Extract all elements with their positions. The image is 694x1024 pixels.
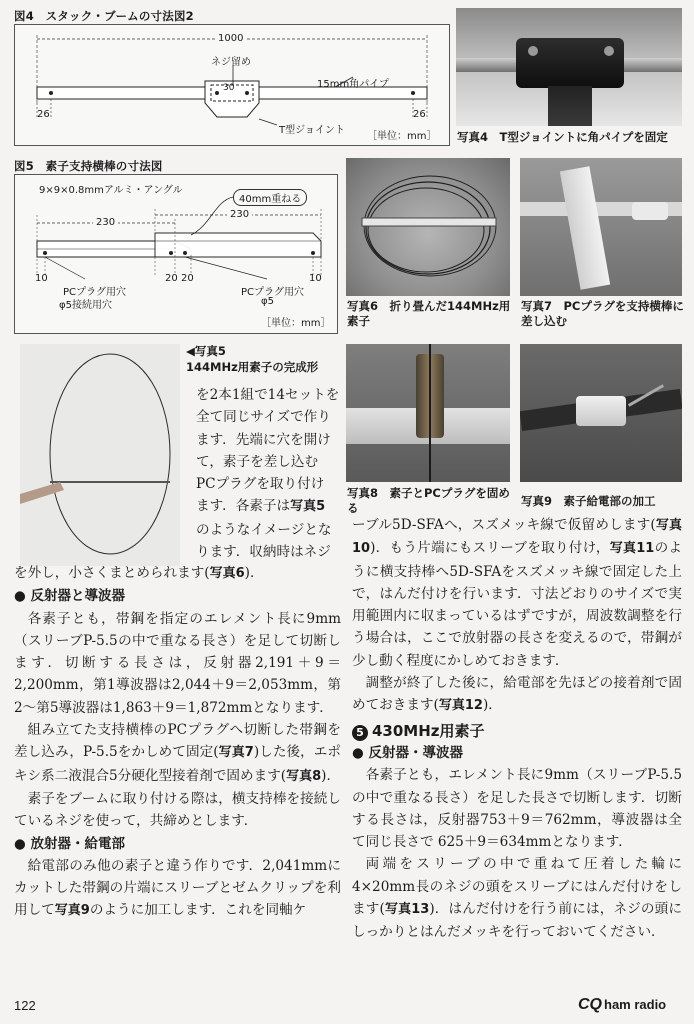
photo-7 bbox=[520, 158, 682, 296]
ref-photo-13: 写真13 bbox=[384, 902, 430, 918]
fig5-label-overlap: 40mm重ねる bbox=[233, 189, 307, 206]
fig4-dim-left: 26 bbox=[37, 109, 50, 120]
heading-radiator: ● 放射器・給電部 bbox=[14, 835, 125, 852]
photo-4-caption: 写真4 T型ジョイントに角パイプを固定 bbox=[457, 130, 668, 144]
photo-8 bbox=[346, 344, 510, 482]
fig5-dim-10a: 10 bbox=[35, 273, 48, 284]
page-number: 122 bbox=[14, 998, 36, 1013]
ref-photo-12: 写真12 bbox=[438, 698, 483, 714]
fig5-dim-10b: 10 bbox=[309, 273, 322, 284]
fig5-hole2-label: PCプラグ用穴 bbox=[241, 287, 305, 298]
fig4-label-joint: T型ジョイント bbox=[279, 125, 345, 136]
para-coax bbox=[352, 514, 682, 672]
para-430-solder bbox=[352, 853, 682, 943]
para-assembly-c: )した後，エポキシ系二液混合5分硬化型接着剤で固めます( bbox=[14, 744, 342, 784]
fig4-label-pipe: 15mm角パイプ bbox=[317, 79, 389, 90]
intro-line-5: PCプラグを取り付け bbox=[196, 476, 325, 493]
para-adjust-a: 調整が終了した後に，給電部を先ほどの接着剤で固めておきます( bbox=[352, 675, 682, 714]
ref-photo-8: 写真8 bbox=[286, 768, 322, 784]
para-assembly-a: 組み立てた支持横棒のPCプラグへ切断した帯鋼を差し込み，P-5.5をかしめて固定( bbox=[14, 722, 341, 761]
fig5-unit: ［単位：mm］ bbox=[261, 318, 331, 329]
heading-430mhz bbox=[352, 720, 682, 742]
fig5-dim-right: 230 bbox=[227, 209, 252, 220]
logo-cq: CQ bbox=[578, 996, 602, 1013]
section-number-badge: 5 bbox=[352, 725, 368, 741]
para-430-solder-c: )．はんだ付けを行う前には，ネジの頭にしっかりとはんだメッキを行っておいてください． bbox=[352, 901, 682, 941]
intro-line-9 bbox=[14, 562, 341, 585]
ref-photo-10: 写真10 bbox=[352, 518, 682, 557]
fig5-dim-20b: 20 bbox=[181, 273, 194, 284]
para-radiator-a: 給電部のみ他の素子と違う作りです．2,041mmにカットした帯鋼の片端にスリーブとゼムクリップを利用して bbox=[14, 857, 341, 919]
para-coax-e: のように横支持棒へ5D-SFAをスズメッキ線で固定した上で，はんだ付けを行います．寸法どおりのサイズで実用範囲内に収まっているはずですが，周波数調整を行う場合は，ここで放射器の長さを変えるので，帯鋼が少し動く程度にかしめておきます． bbox=[352, 540, 683, 669]
ref-photo-6: 写真6 bbox=[209, 566, 245, 581]
para-radiator-c: のように加工します．これを同軸ケ bbox=[89, 902, 307, 919]
para-430-solder-a: 両端をスリーブの中で重ねて圧着した輪に4×20mm長のネジの頭をスリーブにはんだ付けをします( bbox=[352, 856, 682, 918]
fig5-hole1-label: PCプラグ用穴 bbox=[63, 287, 127, 298]
left-column bbox=[14, 562, 341, 923]
left-intro-wrap bbox=[196, 384, 341, 563]
para-assembly bbox=[14, 719, 341, 788]
magazine-logo bbox=[578, 996, 666, 1014]
photo-6-caption: 写真6 折り畳んだ144MHz用素子 bbox=[347, 299, 511, 328]
photo-5-caption: 144MHz用素子の完成形 bbox=[186, 360, 319, 374]
fig5-dim-20a: 20 bbox=[165, 273, 178, 284]
para-assembly-e: )． bbox=[321, 767, 341, 784]
ref-photo-5: 写真5 bbox=[290, 499, 326, 515]
ref-photo-11: 写真11 bbox=[609, 541, 655, 557]
para-adjust-c: )． bbox=[482, 697, 502, 714]
intro-line-8: ります．収納時はネジ bbox=[196, 544, 331, 561]
para-coax-c: )．もう片端にもスリーブを取り付け， bbox=[370, 540, 610, 557]
intro-line-4: て，素子を差し込む bbox=[196, 453, 319, 470]
para-boom: 素子をブームに取り付ける際は，横支持棒を接続しているネジを使って，共締めとします． bbox=[14, 790, 341, 830]
intro-line-3: ます．先端に穴を開け bbox=[196, 431, 331, 448]
para-radiator bbox=[14, 855, 341, 923]
fig4-dim-right: 26 bbox=[413, 109, 426, 120]
para-reflector: 各素子とも，帯鋼を指定のエレメント長に9mm（スリーブP-5.5の中で重なる長さ）を足して切断します．切断する長さは，反射器2,191＋9＝2,200mm，第1導波器は2,044＋9＝2,053mm，第2〜第5導波器は1,863＋9＝1,872mmとなります． bbox=[14, 610, 341, 716]
fig4-unit: ［単位：mm］ bbox=[367, 131, 437, 142]
fig4-diagram bbox=[14, 24, 450, 146]
fig5-hole1-sub: φ5接続用穴 bbox=[59, 300, 112, 311]
logo-ham-radio: ham radio bbox=[604, 997, 667, 1012]
photo-9-caption: 写真9 素子給電部の加工 bbox=[521, 494, 656, 508]
intro-line-1: を2本1組で14セットを bbox=[196, 387, 340, 403]
fig4-dim-total: 1000 bbox=[215, 33, 246, 44]
heading-430mhz-text: 430MHz用素子 bbox=[372, 721, 485, 740]
fig5-dim-left: 230 bbox=[93, 217, 118, 228]
ref-photo-7: 写真7 bbox=[218, 745, 254, 761]
intro-line-9-text: を外し，小さくまとめられます( bbox=[14, 565, 210, 581]
photo-5-caption-tag: ◀写真5 bbox=[186, 344, 226, 358]
photo-9 bbox=[520, 344, 682, 482]
intro-line-7: のようなイメージとな bbox=[196, 521, 332, 538]
photo-6 bbox=[346, 158, 510, 296]
intro-line-6-text: ます．各素子は bbox=[196, 498, 291, 515]
fig5-hole2-sub: φ5 bbox=[261, 296, 274, 307]
photo-5 bbox=[20, 344, 180, 566]
intro-line-6 bbox=[196, 495, 341, 518]
heading-reflector-director: ● 反射器と導波器 bbox=[14, 588, 125, 605]
ref-photo-9: 写真9 bbox=[54, 903, 90, 919]
heading-430-reflector: ● 反射器・導波器 bbox=[352, 744, 463, 761]
para-adjust bbox=[352, 672, 682, 718]
para-coax-a: ーブル5D-SFAへ，スズメッキ線で仮留めします( bbox=[352, 517, 656, 533]
right-column bbox=[352, 514, 682, 944]
intro-line-9-end: )． bbox=[244, 565, 264, 581]
fig4-title: 図4 スタック・ブームの寸法図2 bbox=[14, 9, 194, 23]
fig5-title: 図5 素子支持横棒の寸法図 bbox=[14, 159, 163, 173]
photo-7-caption: 写真7 PCプラグを支持横棒に差し込む bbox=[521, 299, 684, 328]
para-430-elements: 各素子とも，エレメント長に9mm（スリーブP-5.5の中で重なる長さ）を足した長さで切断します．切断する長さは，反射器753＋9＝762mm，導波器は全て同じ長さで 625＋9＝634mmとなります． bbox=[352, 767, 682, 851]
intro-line-2: 全て同じサイズで作り bbox=[196, 409, 331, 426]
photo-4 bbox=[456, 8, 682, 126]
fig4-dim-center: 30 bbox=[223, 83, 235, 93]
photo-8-caption: 写真8 素子とPCプラグを固める bbox=[347, 486, 510, 515]
fig5-label-angle: 9×9×0.8mmアルミ・アングル bbox=[39, 185, 183, 196]
fig5-diagram bbox=[14, 174, 338, 334]
fig4-label-screw: ネジ留め bbox=[211, 57, 251, 68]
